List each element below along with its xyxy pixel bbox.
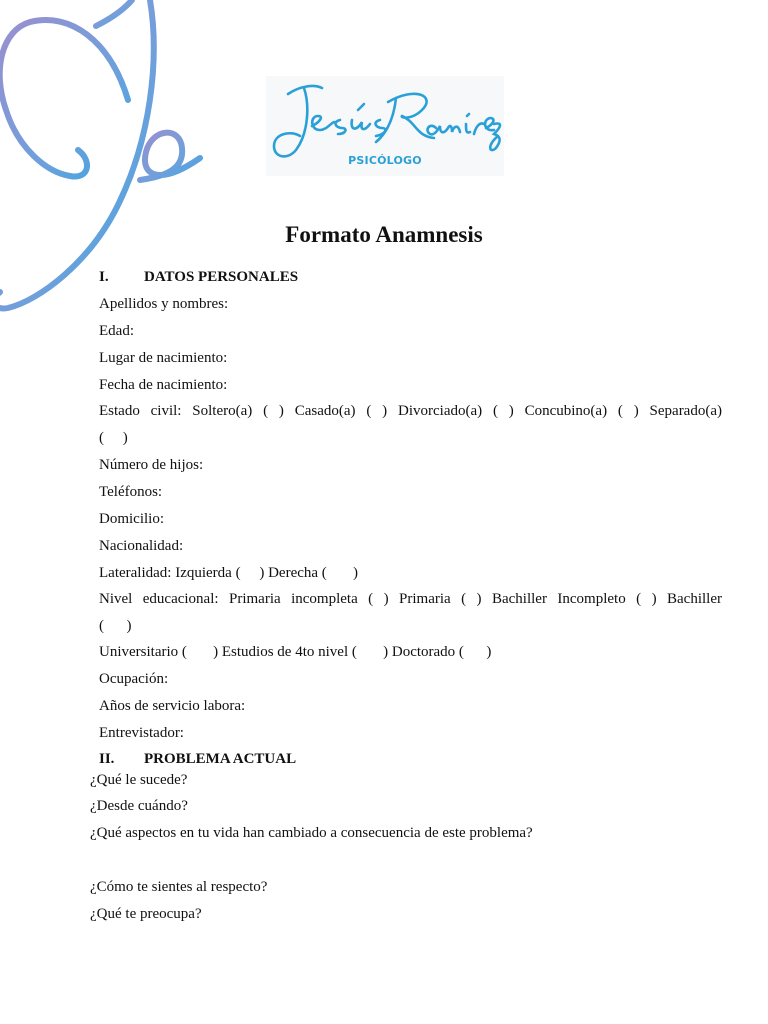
field-estado-civil: Estado civil: Soltero(a) ( ) Casado(a) ( ) Divorciado(a) ( ) Concubino(a) ( ) Separado(a) (99, 403, 722, 419)
question-que-le-sucede: ¿Qué le sucede? (90, 772, 188, 788)
field-ocupacion: Ocupación: (99, 671, 169, 687)
question-aspectos-cambiados: ¿Qué aspectos en tu vida han cambiado a consecuencia de este problema? (90, 825, 533, 841)
question-como-te-sientes: ¿Cómo te sientes al respecto? (90, 879, 268, 895)
field-nacionalidad: Nacionalidad: (99, 538, 184, 554)
field-nivel-educacional-superior: Universitario ( ) Estudios de 4to nivel ( ) Doctorado ( ) (99, 644, 492, 660)
section-number: I. (99, 269, 109, 285)
field-numero-hijos: Número de hijos: (99, 457, 204, 473)
field-edad: Edad: (99, 323, 134, 339)
field-anos-servicio: Años de servicio labora: (99, 698, 246, 714)
section-number: II. (99, 751, 115, 767)
field-domicilio: Domicilio: (99, 511, 164, 527)
field-apellidos-nombres: Apellidos y nombres: (99, 296, 229, 312)
field-lugar-nacimiento: Lugar de nacimiento: (99, 350, 228, 366)
section-title: DATOS PERSONALES (144, 269, 299, 285)
logo-subtitle: PSICÓLOGO (348, 154, 422, 167)
field-nivel-educacional: Nivel educacional: Primaria incompleta ( ) Primaria ( ) Bachiller Incompleto ( ) Bachiller (99, 591, 722, 607)
section-heading-datos-personales (99, 269, 298, 286)
field-fecha-nacimiento: Fecha de nacimiento: (99, 377, 228, 393)
question-que-te-preocupa: ¿Qué te preocupa? (90, 906, 202, 922)
document-title: Formato Anamnesis (285, 222, 483, 247)
field-nivel-educacional-cont: ( ) (99, 618, 132, 634)
field-estado-civil-cont: ( ) (99, 430, 128, 446)
section-heading-problema-actual (99, 751, 296, 768)
header-logo (266, 76, 504, 176)
question-desde-cuando: ¿Desde cuándo? (90, 798, 188, 814)
field-entrevistador: Entrevistador: (99, 725, 184, 741)
section-title: PROBLEMA ACTUAL (144, 751, 297, 767)
field-lateralidad: Lateralidad: Izquierda ( ) Derecha ( ) (99, 565, 359, 581)
field-telefonos: Teléfonos: (99, 484, 163, 500)
